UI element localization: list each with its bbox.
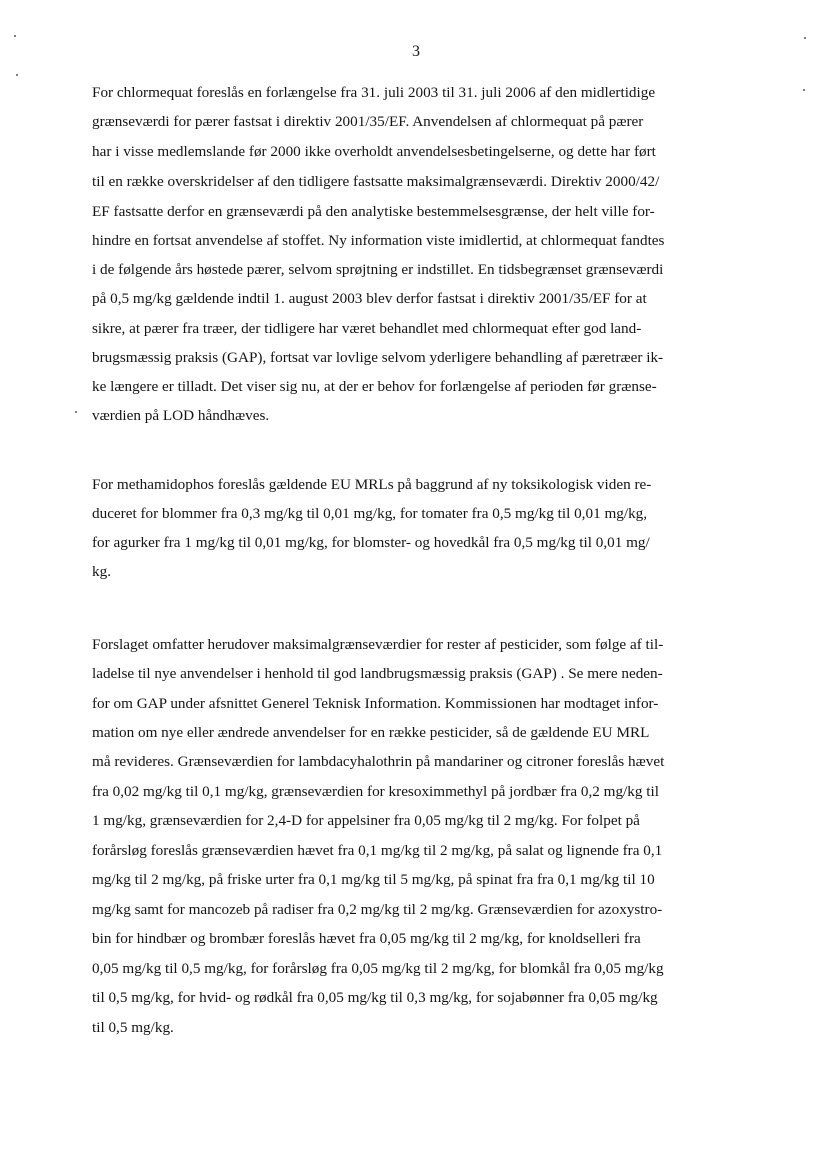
paragraph-1-line: sikre, at pærer fra træer, der tidligere har været behandlet med chlormequat efter god land- (92, 320, 642, 337)
scan-speck (804, 37, 806, 39)
paragraph-1-line: på 0,5 mg/kg gældende indtil 1. august 2003 blev derfor fastsat i direktiv 2001/35/EF for at (92, 290, 647, 307)
paragraph-3-line: fra 0,02 mg/kg til 0,1 mg/kg, grænseværdien for kresoximmethyl på jordbær fra 0,2 mg/kg til (92, 783, 659, 800)
paragraph-3-line: ladelse til nye anvendelser i henhold til god landbrugsmæssig praksis (GAP) . Se mere neden- (92, 665, 663, 682)
paragraph-3-line: Forslaget omfatter herudover maksimalgrænseværdier for rester af pesticider, som følge af til- (92, 636, 664, 653)
paragraph-1-line: har i visse medlemslande før 2000 ikke overholdt anvendelsesbetingelserne, og dette har ført (92, 143, 656, 160)
paragraph-3-line: for om GAP under afsnittet Generel Teknisk Information. Kommissionen har modtaget infor- (92, 695, 659, 712)
paragraph-1-line: til en række overskridelser af den tidligere fastsatte maksimalgrænseværdi. Direktiv 2000/42/ (92, 173, 660, 190)
paragraph-1-line: For chlormequat foreslås en forlængelse fra 31. juli 2003 til 31. juli 2006 af den midlertidige (92, 84, 656, 101)
paragraph-1-line: hindre en fortsat anvendelse af stoffet. Ny information viste imidlertid, at chlormequat fandtes (92, 232, 665, 249)
scan-speck (16, 74, 18, 76)
paragraph-2-line: For methamidophos foreslås gældende EU MRLs på baggrund af ny toksikologisk viden re- (92, 476, 652, 493)
paragraph-3-line: må revideres. Grænseværdien for lambdacyhalothrin på mandariner og citroner foreslås hævet (92, 753, 665, 770)
paragraph-3-line: 0,05 mg/kg til 0,5 mg/kg, for forårsløg fra 0,05 mg/kg til 2 mg/kg, for blomkål fra 0,05 mg/kg (92, 960, 664, 977)
page-number: 3 (412, 43, 420, 60)
paragraph-2-line: duceret for blommer fra 0,3 mg/kg til 0,01 mg/kg, for tomater fra 0,5 mg/kg til 0,01 mg/kg, (92, 505, 648, 522)
paragraph-3-line: til 0,5 mg/kg. (92, 1019, 174, 1036)
scan-speck (803, 89, 805, 91)
paragraph-1-line: EF fastsatte derfor en grænseværdi på den analytiske bestemmelsesgrænse, der helt ville for- (92, 203, 655, 220)
scan-speck (75, 411, 77, 413)
paragraph-1-line: i de følgende års høstede pærer, selvom sprøjtning er indstillet. En tidsbegrænset grænseværdi (92, 261, 664, 278)
paragraph-3-line: 1 mg/kg, grænseværdien for 2,4-D for appelsiner fra 0,05 mg/kg til 2 mg/kg. For folpet på (92, 812, 640, 829)
paragraph-3-line: til 0,5 mg/kg, for hvid- og rødkål fra 0,05 mg/kg til 0,3 mg/kg, for sojabønner fra 0,05 mg/kg (92, 989, 658, 1006)
paragraph-3-line: forårsløg foreslås grænseværdien hævet fra 0,1 mg/kg til 2 mg/kg, på salat og lignende fra 0,1 (92, 842, 663, 859)
paragraph-1-line: brugsmæssig praksis (GAP), fortsat var lovlige selvom yderligere behandling af pæretræer ik- (92, 349, 664, 366)
scan-speck (14, 35, 16, 37)
paragraph-3-line: mg/kg til 2 mg/kg, på friske urter fra 0,1 mg/kg til 5 mg/kg, på spinat fra fra 0,1 mg/kg til 10 (92, 871, 655, 888)
paragraph-2-line: for agurker fra 1 mg/kg til 0,01 mg/kg, for blomster- og hovedkål fra 0,5 mg/kg til 0,01 mg/ (92, 534, 650, 551)
paragraph-1-line: ke længere er tilladt. Det viser sig nu, at der er behov for forlængelse af perioden før grænse- (92, 378, 657, 395)
paragraph-1-line: værdien på LOD håndhæves. (92, 407, 270, 424)
paragraph-2-line: kg. (92, 563, 111, 580)
paragraph-3-line: mg/kg samt for mancozeb på radiser fra 0,2 mg/kg til 2 mg/kg. Grænseværdien for azoxystro- (92, 901, 663, 918)
paragraph-1-line: grænseværdi for pærer fastsat i direktiv 2001/35/EF. Anvendelsen af chlormequat på pærer (92, 113, 644, 130)
paragraph-3-line: bin for hindbær og brombær foreslås hævet fra 0,05 mg/kg til 2 mg/kg, for knoldselleri fra (92, 930, 641, 947)
paragraph-3-line: mation om nye eller ændrede anvendelser for en række pesticider, så de gældende EU MRL (92, 724, 650, 741)
